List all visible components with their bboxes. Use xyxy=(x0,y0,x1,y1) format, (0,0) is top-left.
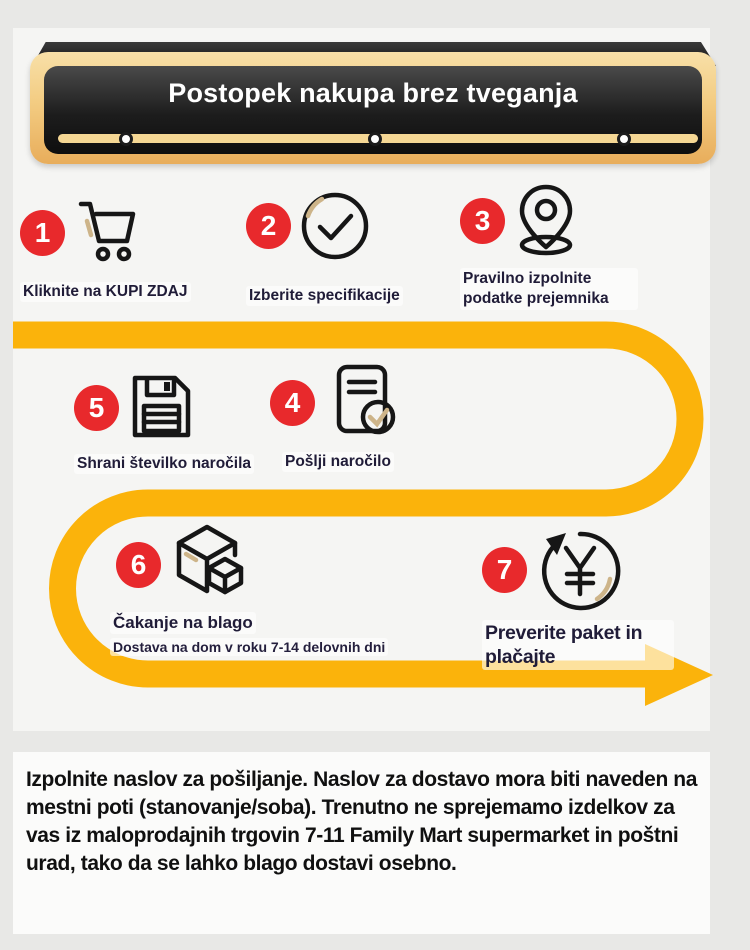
step-2 xyxy=(246,186,406,306)
check-circle-icon xyxy=(297,188,373,264)
step-4-label: Pošlji naročilo xyxy=(282,452,394,472)
banner-dot xyxy=(368,132,382,146)
shopping-cart-icon xyxy=(71,197,143,269)
step-6 xyxy=(110,518,420,656)
document-check-icon xyxy=(321,362,401,444)
step-4-number-badge: 4 xyxy=(270,380,315,426)
step-7 xyxy=(482,522,674,670)
shipping-note-text: Izpolnite naslov za pošiljanje. Naslov za dostavo mora biti naveden na mestni poti (stanovanje/soba). Trenutno ne sprejemamo izdelkov za vas iz maloprodajnih trgovin 7-11 Family Mart supermarket in poštni urad, tako da se lahko blago dostavi osebno. xyxy=(26,768,698,875)
floppy-disk-icon xyxy=(125,372,197,444)
step-2-number-badge: 2 xyxy=(246,203,291,249)
page-title: Postopek nakupa brez tveganja xyxy=(168,78,578,108)
step-6-label: Čakanje na blago xyxy=(110,612,256,634)
banner-dot xyxy=(617,132,631,146)
step-5 xyxy=(74,366,284,474)
step-7-number-badge: 7 xyxy=(482,547,527,593)
step-3-number-badge: 3 xyxy=(460,198,505,244)
step-6-sublabel: Dostava na dom v roku 7-14 delovnih dni xyxy=(110,638,388,656)
step-1-number-badge: 1 xyxy=(20,210,65,256)
step-5-label: Shrani številko naročila xyxy=(74,454,254,474)
step-3 xyxy=(460,180,638,310)
yen-refresh-icon xyxy=(533,522,627,618)
title-banner xyxy=(0,0,750,180)
step-1-label: Kliknite na KUPI ZDAJ xyxy=(20,282,191,302)
banner-dot xyxy=(119,132,133,146)
step-4 xyxy=(270,360,450,472)
step-3-label: Pravilno izpolnite podatke prejemnika xyxy=(460,268,638,310)
location-pin-icon xyxy=(511,183,581,259)
step-5-number-badge: 5 xyxy=(74,385,119,431)
package-box-icon xyxy=(167,521,251,609)
step-7-label: Preverite paket in plačajte xyxy=(482,620,674,670)
step-6-number-badge: 6 xyxy=(116,542,161,588)
step-2-label: Izberite specifikacije xyxy=(246,286,403,306)
step-1 xyxy=(20,195,230,302)
